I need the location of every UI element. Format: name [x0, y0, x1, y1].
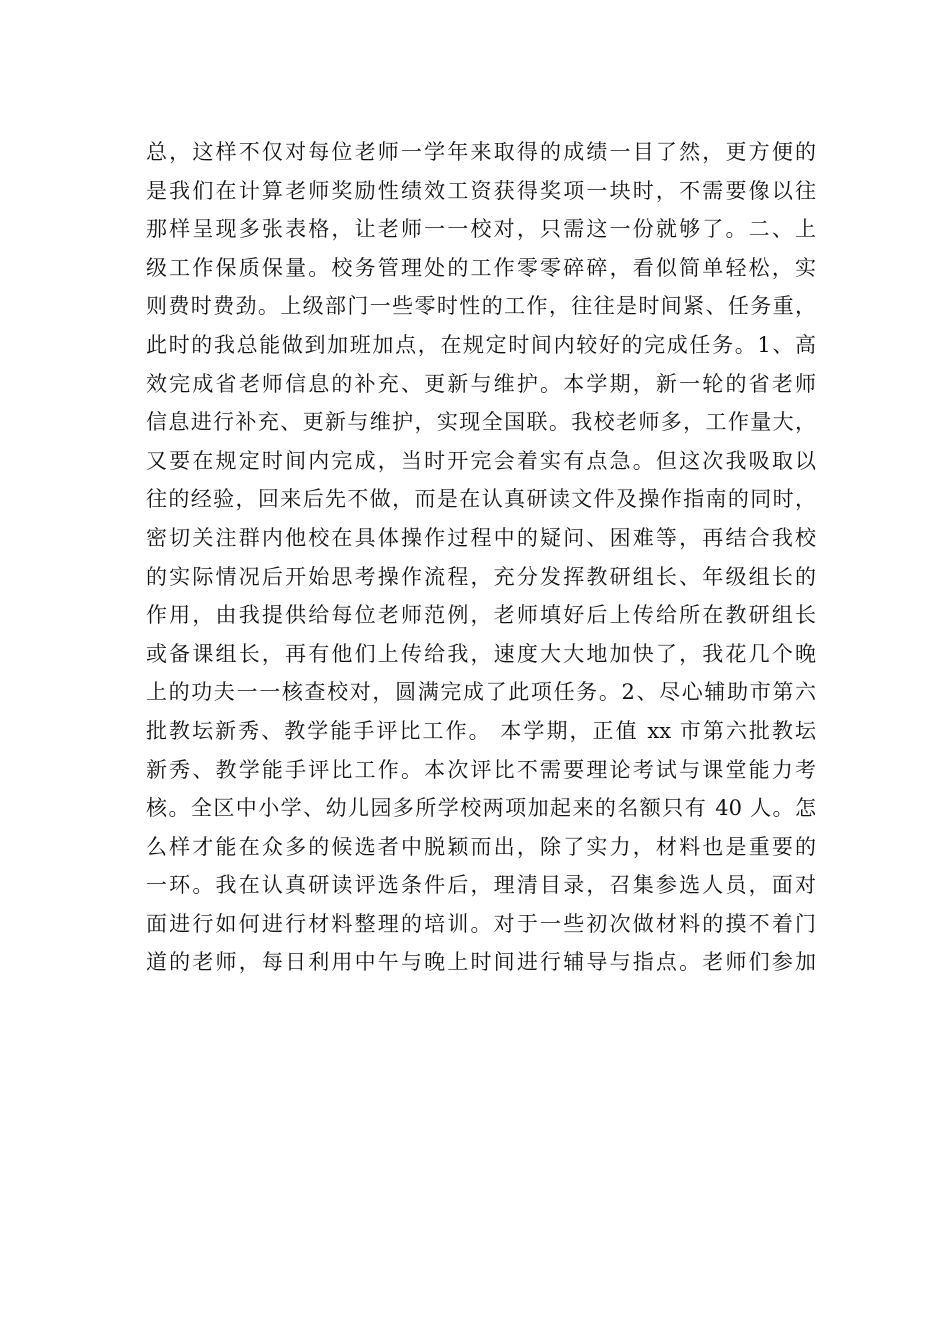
text-line: 则费时费劲。上级部门一些零时性的工作，往往是时间紧、任务重，	[146, 294, 816, 319]
text-line: 么样才能在众多的候选者中脱颖而出，除了实力，材料也是重要的	[146, 834, 816, 859]
text-line: 新秀、教学能手评比工作。本次评比不需要理论考试与课堂能力考	[146, 757, 816, 782]
text-line: 是我们在计算老师奖励性绩效工资获得奖项一块时，不需要像以往	[146, 178, 816, 203]
text-line: 批教坛新秀、教学能手评比工作。 本学期，正值 xx 市第六批教坛	[146, 718, 816, 743]
text-line: 级工作保质保量。校务管理处的工作零零碎碎，看似简单轻松，实	[146, 255, 816, 280]
text-line: 核。全区中小学、幼儿园多所学校两项加起来的名额只有 40 人。怎	[146, 796, 816, 821]
text-line: 总，这样不仅对每位老师一学年来取得的成绩一目了然，更方便的	[146, 140, 816, 164]
text-line: 信息进行补充、更新与维护，实现全国联。我校老师多，工作量大，	[146, 410, 816, 435]
text-line: 密切关注群内他校在具体操作过程中的疑问、困难等，再结合我校	[146, 525, 816, 550]
text-line: 此时的我总能做到加班加点，在规定时间内较好的完成任务。1、高	[146, 332, 816, 357]
text-line: 往的经验，回来后先不做，而是在认真研读文件及操作指南的同时，	[146, 487, 816, 512]
text-line: 作用，由我提供给每位老师范例，老师填好后上传给所在教研组长	[146, 603, 816, 628]
text-line: 面进行如何进行材料整理的培训。对于一些初次做材料的摸不着门	[146, 911, 816, 936]
text-line: 那样呈现多张表格，让老师一一校对，只需这一份就够了。二、上	[146, 217, 816, 242]
text-line: 上的功夫一一核查校对，圆满完成了此项任务。2、尽心辅助市第六	[146, 680, 816, 705]
text-line: 的实际情况后开始思考操作流程，充分发挥教研组长、年级组长的	[146, 564, 816, 589]
text-line: 一环。我在认真研读评选条件后，理清目录，召集参选人员，面对	[146, 873, 816, 898]
text-line: 效完成省老师信息的补充、更新与维护。本学期，新一轮的省老师	[146, 371, 816, 396]
text-line: 又要在规定时间内完成，当时开完会着实有点急。但这次我吸取以	[146, 448, 816, 473]
text-line: 或备课组长，再有他们上传给我，速度大大地加快了，我花几个晚	[146, 641, 816, 666]
body-text	[146, 133, 816, 982]
text-line: 道的老师，每日利用中午与晚上时间进行辅导与指点。老师们参加	[146, 950, 816, 975]
